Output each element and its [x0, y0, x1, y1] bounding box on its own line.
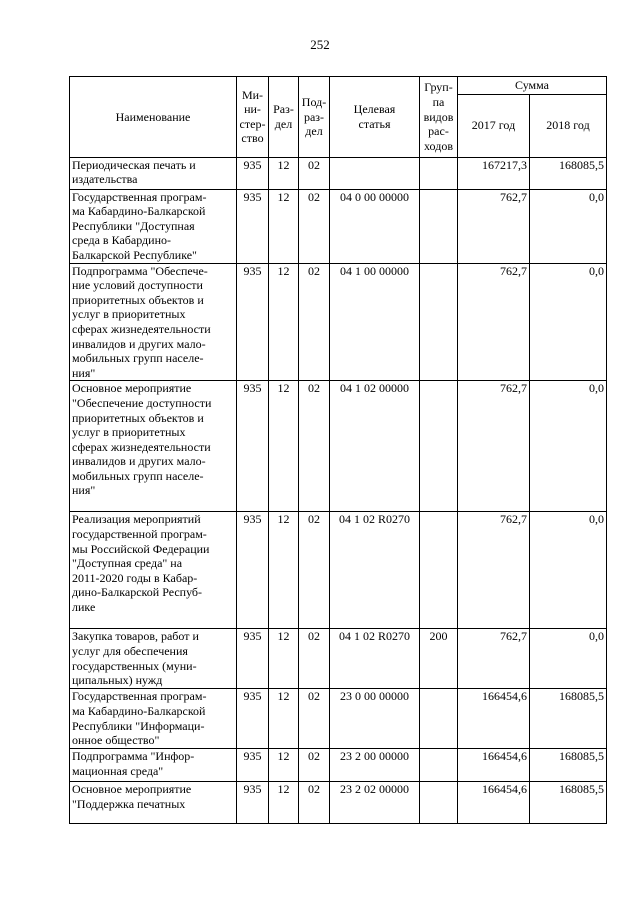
cell-expense-group	[420, 749, 458, 782]
cell-expense-group	[420, 189, 458, 263]
cell-section: 12	[269, 157, 299, 189]
cell-subsection: 02	[299, 782, 330, 824]
cell-subsection: 02	[299, 157, 330, 189]
cell-ministry: 935	[237, 189, 269, 263]
cell-sum-2017: 166454,6	[458, 749, 530, 782]
cell-name: Основное мероприятие "Обеспечение доступности приоритетных объектов и услуг в приоритетных сферах жизнедеятельности инвалидов и других мало- мобильных групп населе- ния"	[70, 381, 237, 512]
cell-sum-2018: 168085,5	[530, 749, 607, 782]
table-row	[70, 189, 607, 263]
header-year-2017: 2017 год	[458, 94, 530, 157]
header-section: Раз- дел	[269, 77, 299, 158]
cell-ministry: 935	[237, 157, 269, 189]
header-expense-group: Груп- па видов рас- ходов	[420, 77, 458, 158]
cell-name: Реализация мероприятий государственной програм- мы Российской Федерации "Доступная среда" на 2011-2020 годы в Кабар- дино-Балкарской Респуб- лике	[70, 512, 237, 629]
cell-expense-group	[420, 263, 458, 381]
cell-target-item: 04 1 02 R0270	[330, 629, 420, 689]
cell-target-item: 04 1 02 00000	[330, 381, 420, 512]
cell-expense-group	[420, 512, 458, 629]
cell-section: 12	[269, 512, 299, 629]
cell-sum-2018: 0,0	[530, 189, 607, 263]
table-row	[70, 749, 607, 782]
header-target-item: Целевая статья	[330, 77, 420, 158]
cell-section: 12	[269, 189, 299, 263]
cell-ministry: 935	[237, 263, 269, 381]
cell-sum-2018: 0,0	[530, 381, 607, 512]
cell-ministry: 935	[237, 749, 269, 782]
cell-subsection: 02	[299, 629, 330, 689]
cell-section: 12	[269, 782, 299, 824]
cell-name: Государственная програм- ма Кабардино-Балкарской Республики "Информаци- онное общество"	[70, 689, 237, 749]
cell-sum-2017: 166454,6	[458, 689, 530, 749]
cell-name: Подпрограмма "Обеспече- ние условий доступности приоритетных объектов и услуг в приоритетных сферах жизнедеятельности инвалидов и других мало- мобильных групп населе- ния"	[70, 263, 237, 381]
cell-target-item: 23 0 00 00000	[330, 689, 420, 749]
table-row	[70, 629, 607, 689]
cell-section: 12	[269, 689, 299, 749]
table-row	[70, 381, 607, 512]
cell-ministry: 935	[237, 512, 269, 629]
cell-target-item: 23 2 02 00000	[330, 782, 420, 824]
cell-sum-2018: 168085,5	[530, 689, 607, 749]
cell-sum-2018: 0,0	[530, 263, 607, 381]
cell-sum-2017: 166454,6	[458, 782, 530, 824]
cell-expense-group: 200	[420, 629, 458, 689]
cell-expense-group	[420, 782, 458, 824]
cell-subsection: 02	[299, 263, 330, 381]
cell-sum-2018: 168085,5	[530, 782, 607, 824]
header-sum: Сумма	[458, 77, 607, 95]
cell-sum-2017: 167217,3	[458, 157, 530, 189]
cell-name: Закупка товаров, работ и услуг для обеспечения государственных (муни- ципальных) нужд	[70, 629, 237, 689]
cell-subsection: 02	[299, 381, 330, 512]
cell-expense-group	[420, 689, 458, 749]
cell-subsection: 02	[299, 512, 330, 629]
cell-expense-group	[420, 157, 458, 189]
cell-sum-2017: 762,7	[458, 263, 530, 381]
budget-table	[69, 76, 607, 824]
cell-name: Периодическая печать и издательства	[70, 157, 237, 189]
cell-sum-2017: 762,7	[458, 189, 530, 263]
table-row	[70, 689, 607, 749]
cell-target-item: 04 1 00 00000	[330, 263, 420, 381]
cell-target-item: 23 2 00 00000	[330, 749, 420, 782]
cell-ministry: 935	[237, 782, 269, 824]
cell-subsection: 02	[299, 689, 330, 749]
cell-name: Подпрограмма "Инфор- мационная среда"	[70, 749, 237, 782]
cell-section: 12	[269, 381, 299, 512]
table-row	[70, 263, 607, 381]
cell-subsection: 02	[299, 749, 330, 782]
cell-subsection: 02	[299, 189, 330, 263]
cell-ministry: 935	[237, 689, 269, 749]
cell-sum-2018: 0,0	[530, 512, 607, 629]
cell-sum-2018: 168085,5	[530, 157, 607, 189]
table-body	[70, 157, 607, 824]
cell-sum-2018: 0,0	[530, 629, 607, 689]
cell-sum-2017: 762,7	[458, 381, 530, 512]
table-row	[70, 782, 607, 824]
cell-target-item: 04 1 02 R0270	[330, 512, 420, 629]
cell-ministry: 935	[237, 629, 269, 689]
cell-section: 12	[269, 629, 299, 689]
cell-ministry: 935	[237, 381, 269, 512]
table-row	[70, 157, 607, 189]
page-number: 252	[310, 37, 330, 52]
header-ministry: Ми- ни- стер- ство	[237, 77, 269, 158]
cell-section: 12	[269, 263, 299, 381]
cell-section: 12	[269, 749, 299, 782]
cell-target-item	[330, 157, 420, 189]
header-name: Наименование	[70, 77, 237, 158]
header-year-2018: 2018 год	[530, 94, 607, 157]
cell-name: Государственная програм- ма Кабардино-Балкарской Республики "Доступная среда в Кабардино- Балкарской Республике"	[70, 189, 237, 263]
table-row	[70, 512, 607, 629]
cell-sum-2017: 762,7	[458, 629, 530, 689]
cell-expense-group	[420, 381, 458, 512]
header-subsection: Под- раз- дел	[299, 77, 330, 158]
cell-sum-2017: 762,7	[458, 512, 530, 629]
cell-target-item: 04 0 00 00000	[330, 189, 420, 263]
cell-name: Основное мероприятие "Поддержка печатных	[70, 782, 237, 824]
